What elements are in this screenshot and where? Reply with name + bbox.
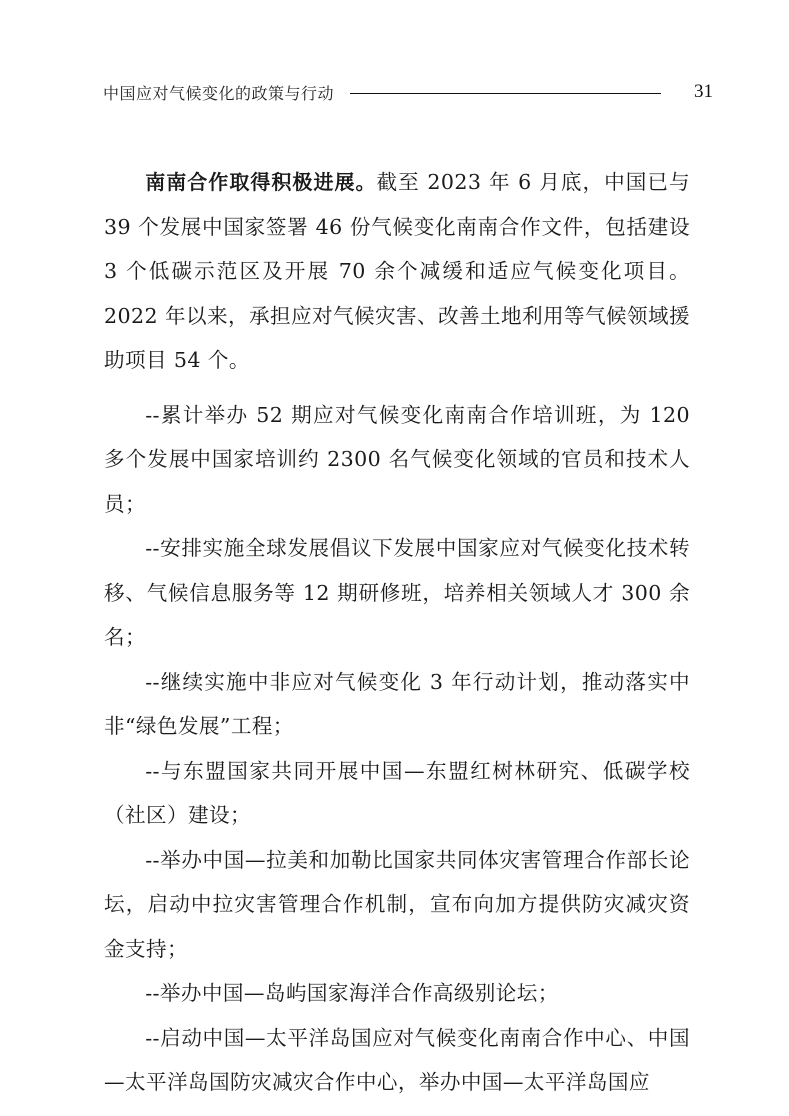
running-header [103,78,713,106]
list-item: --与东盟国家共同开展中国—东盟红树林研究、低碳学校（社区）建设； [104,758,690,827]
intro-lead: 南南合作取得积极进展。 [145,170,377,194]
list-item: --举办中国—拉美和加勒比国家共同体灾害管理合作部长论坛，启动中拉灾害管理合作机制，宣布向加方提供防灾减灾资金支持； [104,847,690,961]
page-number: 31 [694,81,713,102]
body-text [104,160,690,1105]
list-item: --累计举办 52 期应对气候变化南南合作培训班，为 120 多个发展中国家培训约 2300 名气候变化领域的官员和技术人员； [104,402,690,516]
intro-text: 截至 2023 年 6 月底，中国已与 39 个发展中国家签署 46 份气候变化南南合作文件，包括建设 3 个低碳示范区及开展 70 余个减缓和适应气候变化项目。2022 年以来，承担应对气候灾害、改善土地利用等气候领域援助项目 54 个。 [104,170,690,372]
list-item: --安排实施全球发展倡议下发展中国家应对气候变化技术转移、气候信息服务等 12 期研修班，培养相关领域人才 300 余名； [104,536,690,649]
list-item: --举办中国—岛屿国家海洋合作高级别论坛； [145,981,559,1005]
header-title: 中国应对气候变化的政策与行动 [103,83,335,103]
list-item: --启动中国—太平洋岛国应对气候变化南南合作中心、中国—太平洋岛国防灾减灾合作中心，举办中国—太平洋岛国应 [104,1025,690,1094]
header-rule [350,93,661,94]
list-item: --继续实施中非应对气候变化 3 年行动计划，推动落实中非“绿色发展”工程； [104,669,690,738]
intro-paragraph [104,160,690,383]
